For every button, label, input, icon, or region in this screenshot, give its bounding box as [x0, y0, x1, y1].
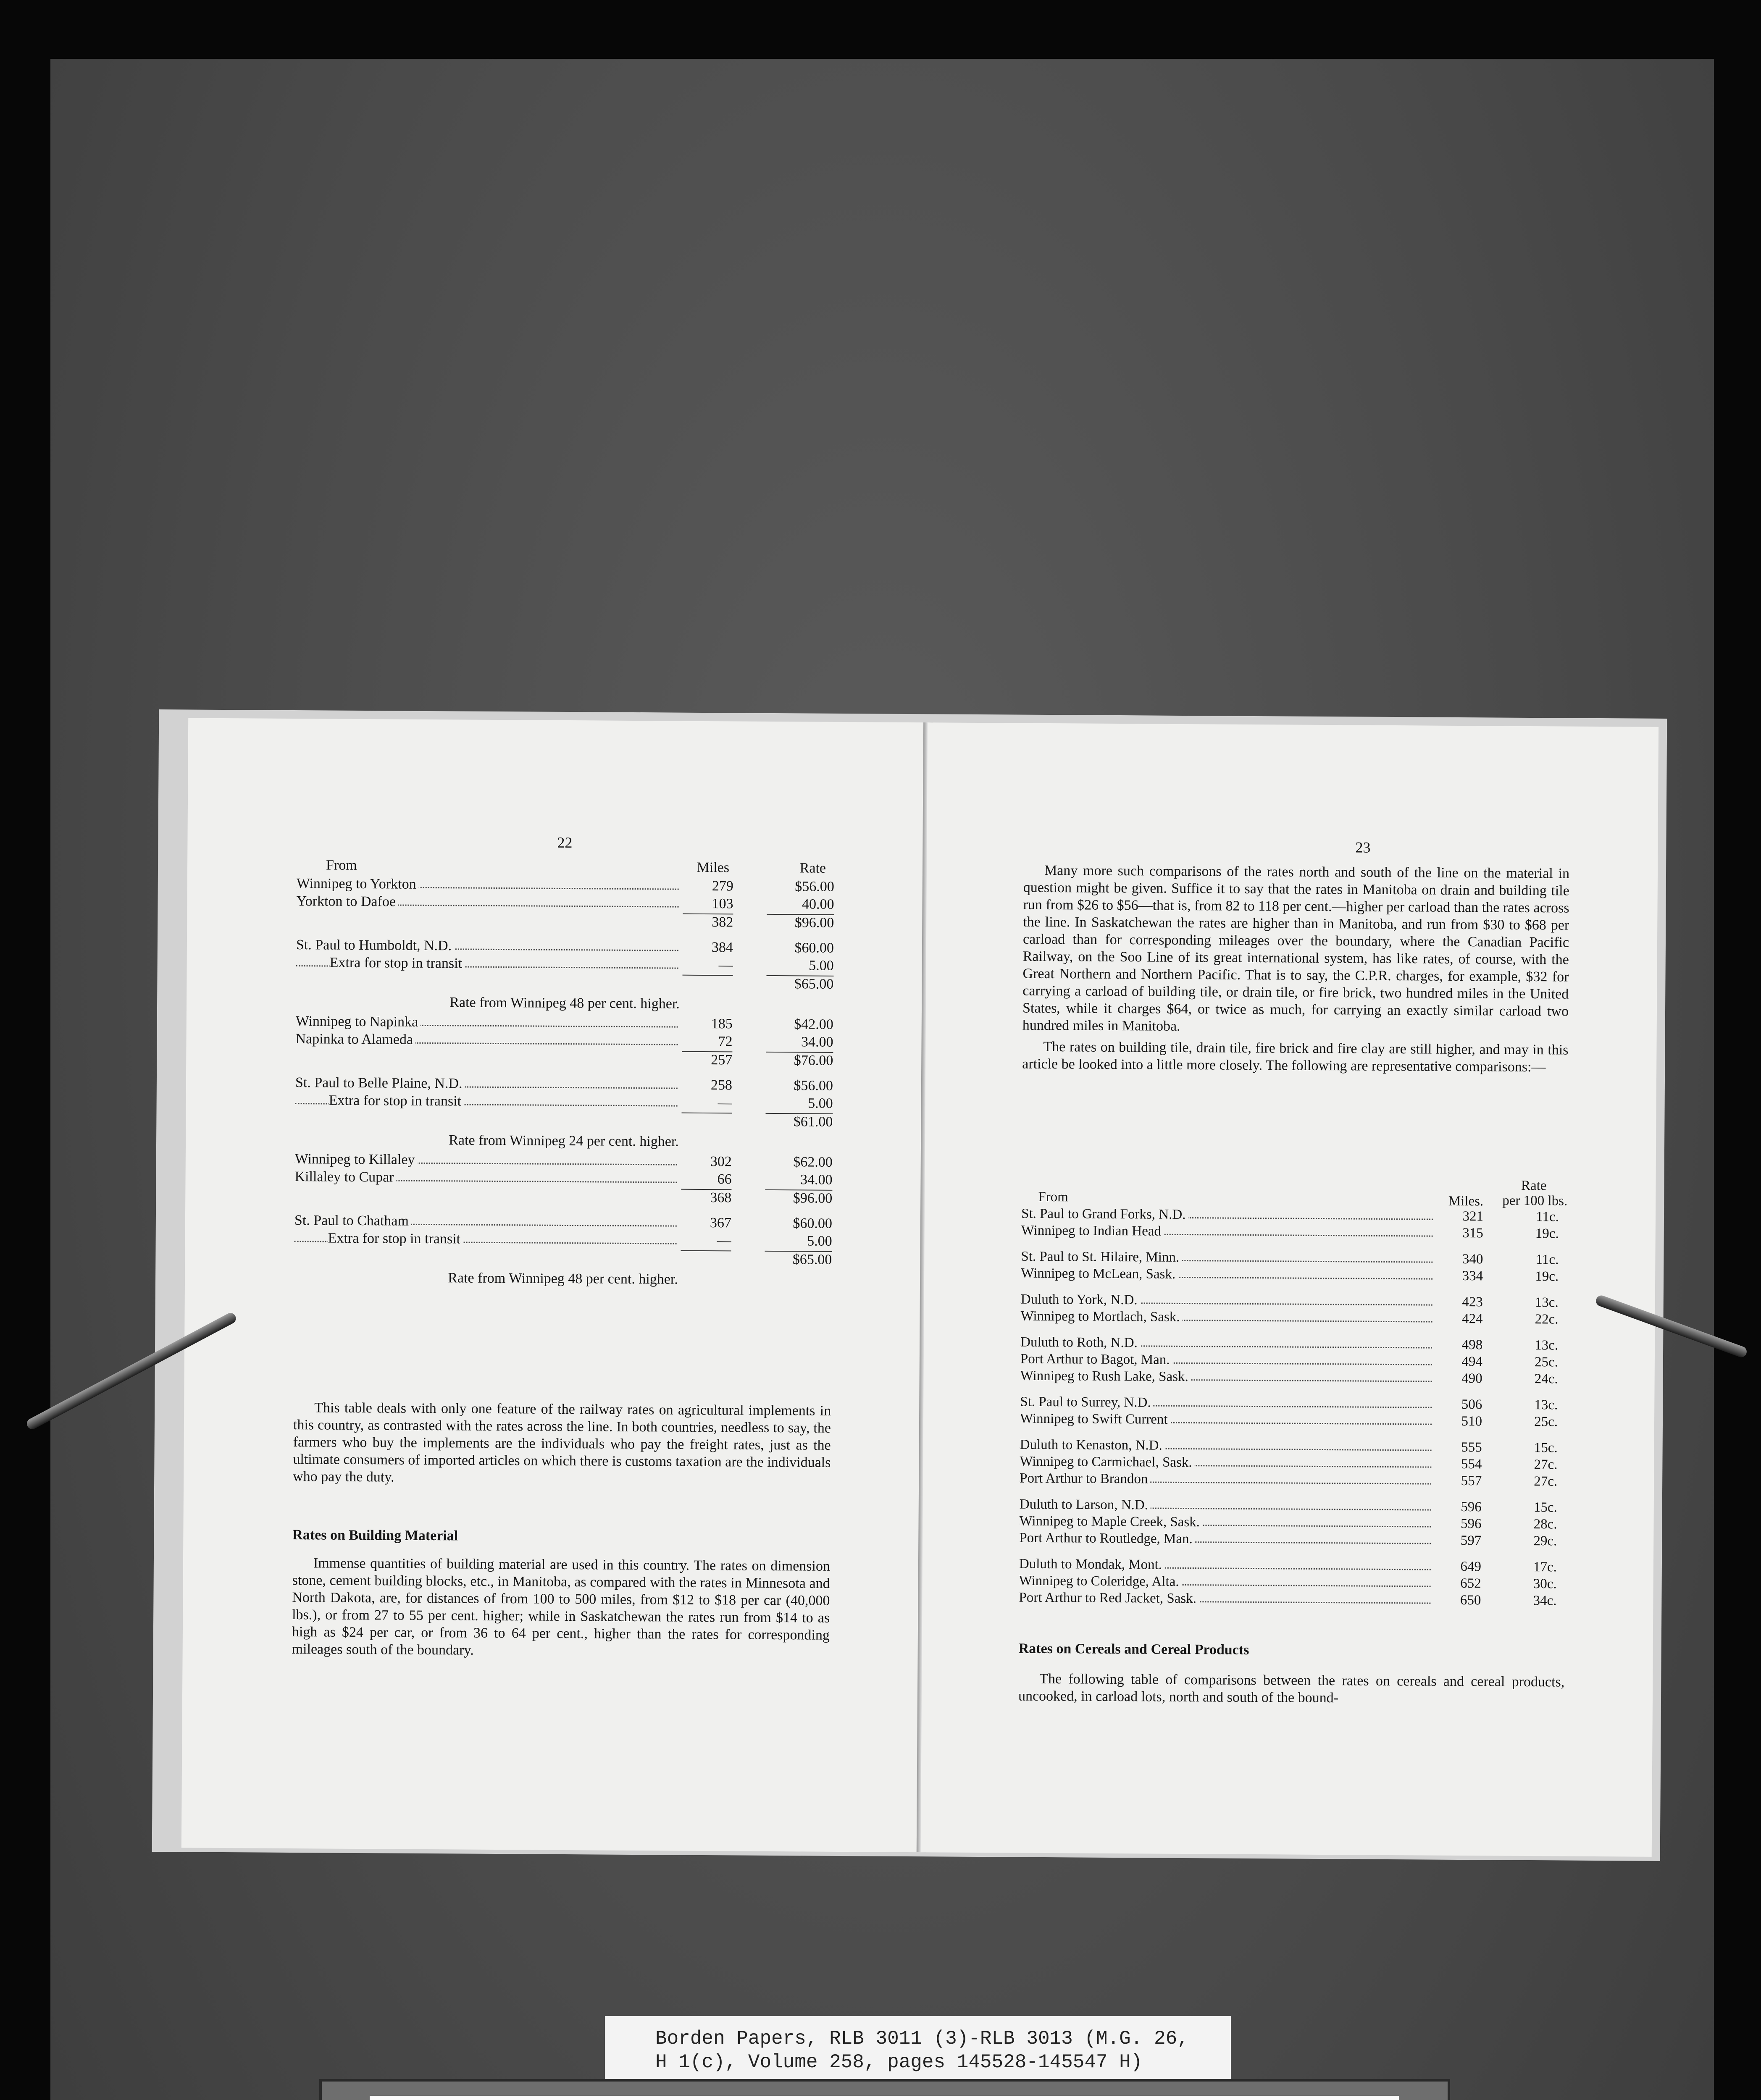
rate-cell: 13c.	[1535, 1295, 1559, 1310]
sum-row	[296, 972, 833, 993]
sum-row	[294, 1186, 832, 1208]
miles-cell: 279	[712, 878, 733, 894]
header-miles: Miles	[697, 859, 730, 876]
route-cell	[296, 893, 678, 912]
route-label: Winnipeg to Yorkton	[297, 876, 419, 892]
header-from: From	[326, 857, 357, 873]
miles-cell: 258	[710, 1077, 733, 1093]
route-cell	[1021, 1292, 1432, 1310]
table-row	[1019, 1530, 1565, 1551]
rate-cell: $60.00	[794, 940, 834, 956]
page-number: 23	[1355, 839, 1371, 856]
rate-cell: 13c.	[1535, 1338, 1559, 1353]
route-cell	[295, 1092, 678, 1111]
table-header	[1021, 1173, 1567, 1210]
rate-cell: 29c.	[1533, 1533, 1557, 1549]
header-rate-unit: per 100 lbs.	[1502, 1193, 1568, 1209]
miles-cell: 596	[1461, 1499, 1482, 1515]
route-cell	[1020, 1309, 1432, 1327]
route-label: Winnipeg to McLean, Sask.	[1021, 1266, 1178, 1282]
miles-cell: 384	[711, 940, 733, 956]
route-cell	[1021, 1206, 1433, 1224]
page-number: 22	[557, 834, 573, 851]
route-cell	[296, 1013, 678, 1032]
rate-cell: 30c.	[1533, 1576, 1557, 1592]
miles-cell: 302	[710, 1154, 732, 1170]
rate-cell: 5.00	[808, 1095, 833, 1111]
miles-cell: 554	[1461, 1457, 1482, 1472]
comparison-group	[1019, 1497, 1566, 1551]
route-cell	[1020, 1437, 1432, 1455]
route-label: Winnipeg to Rush Lake, Sask.	[1020, 1368, 1191, 1384]
body-paragraph	[293, 1399, 831, 1493]
rate-cell: 13c.	[1534, 1397, 1558, 1413]
route-label: Yorkton to Dafoe	[296, 893, 398, 909]
header-from: From	[1038, 1189, 1068, 1205]
rate-cell: $62.00	[793, 1154, 833, 1170]
route-label: Duluth to Roth, N.D.	[1020, 1335, 1140, 1351]
route-label: Port Arthur to Red Jacket, Sask.	[1019, 1590, 1199, 1606]
freight-rate-table	[294, 857, 834, 1292]
paragraph-text: Immense quantities of building material are used in this country. The rates on dimension stone, cement building blocks, etc., in Manitoba, as compared with the rates in Minnesota and North Dakota, are, for distances of from 100 to 500 miles, from $12 to $18 per car (40,000 lbs.), or from 27 to 55 per cent. higher; while in Saskatchewan the rates run from $14 to as high as $24 per car, or from 36 to 64 per cent., higher than the rates for corresponding mileages south of the boundary.	[292, 1555, 831, 1658]
miles-cell: 652	[1460, 1576, 1481, 1591]
comparison-group	[1019, 1557, 1565, 1610]
rate-cell: 11c.	[1535, 1252, 1559, 1268]
route-label: Duluth to Mondak, Mont.	[1019, 1557, 1164, 1572]
route-cell	[1020, 1394, 1432, 1412]
miles-cell: 103	[712, 896, 733, 912]
table-row	[1020, 1471, 1566, 1491]
route-cell	[295, 1031, 678, 1050]
route-cell	[1021, 1266, 1432, 1284]
miles-cell: 321	[1462, 1209, 1484, 1224]
miles-cell: 367	[710, 1215, 732, 1231]
rate-cell: 24c.	[1534, 1371, 1558, 1387]
header-rate: Rate	[799, 860, 826, 876]
miles-total: 257	[682, 1051, 732, 1068]
right-page	[921, 722, 1658, 1857]
route-cell	[1019, 1573, 1431, 1591]
rate-cell: 25c.	[1534, 1414, 1558, 1430]
rate-cell: 5.00	[809, 958, 834, 974]
miles-cell: 340	[1462, 1252, 1483, 1267]
comparison-group	[1021, 1206, 1567, 1243]
miles-total	[681, 1250, 731, 1252]
rate-cell: 11c.	[1536, 1209, 1559, 1225]
miles-cell: 494	[1461, 1354, 1483, 1370]
section-heading: Rates on Cereals and Cereal Products	[1018, 1641, 1249, 1658]
reference-line: Borden Papers, RLB 3011 (3)-RLB 3013 (M.G. 26,	[655, 2028, 1189, 2050]
route-label: Winnipeg to Mortlach, Sask.	[1020, 1309, 1182, 1325]
miles-total	[682, 975, 733, 976]
rate-cell: 40.00	[802, 896, 834, 912]
route-cell	[1019, 1514, 1431, 1532]
sum-row	[296, 911, 834, 932]
rate-cell: $60.00	[793, 1215, 833, 1231]
comparison-group	[1021, 1249, 1567, 1286]
route-label: Winnipeg to Killaley	[295, 1151, 418, 1168]
route-label: St. Paul to Grand Forks, N.D.	[1021, 1206, 1188, 1222]
route-label: St. Paul to St. Hilaire, Minn.	[1021, 1249, 1182, 1265]
sum-row	[295, 1049, 833, 1070]
rate-cell: 15c.	[1534, 1440, 1558, 1456]
route-cell	[1020, 1368, 1432, 1386]
comparison-group	[1020, 1437, 1566, 1491]
miles-total: 368	[681, 1189, 731, 1206]
route-label: St. Paul to Surrey, N.D.	[1020, 1394, 1154, 1410]
route-cell	[297, 876, 679, 894]
rate-cell: 28c.	[1533, 1517, 1557, 1532]
route-label: Killaley to Cupar	[294, 1169, 396, 1185]
sum-row	[294, 1248, 832, 1269]
route-label: Port Arthur to Routledge, Man.	[1019, 1530, 1195, 1547]
rate-cell: $42.00	[794, 1016, 833, 1032]
route-label: St. Paul to Humboldt, N.D.	[296, 937, 454, 953]
miles-cell: 66	[717, 1171, 732, 1187]
route-cell	[1020, 1352, 1432, 1370]
rate-cell: $56.00	[795, 879, 834, 895]
route-cell	[1020, 1411, 1432, 1429]
route-label: Winnipeg to Swift Current	[1020, 1411, 1170, 1427]
header-rate: Rate	[1521, 1178, 1547, 1194]
miles-total	[681, 1113, 732, 1114]
route-label: Duluth to Larson, N.D.	[1020, 1497, 1151, 1513]
miles-cell: 423	[1462, 1294, 1483, 1310]
miles-cell: 510	[1461, 1414, 1482, 1429]
miles-cell: 72	[718, 1034, 733, 1050]
route-cell	[1019, 1530, 1431, 1549]
rate-cell: 22c.	[1535, 1312, 1559, 1327]
miles-cell: 424	[1461, 1311, 1483, 1327]
header-miles: Miles.	[1448, 1193, 1484, 1209]
paragraph-text: The rates on building tile, drain tile, fire brick and fire clay are still higher, and may in this article be looked into a little more closely. The following are representative comparisons:—	[1022, 1039, 1569, 1075]
body-paragraph	[1018, 1670, 1565, 1712]
table-row	[1021, 1223, 1567, 1243]
archive-reference-label	[605, 2016, 1231, 2087]
rate-cell: 25c.	[1534, 1354, 1559, 1370]
route-label: Winnipeg to Napinka	[296, 1013, 421, 1030]
rate-total: $65.00	[765, 1251, 832, 1268]
miles-cell: 596	[1460, 1516, 1482, 1532]
rate-total: $65.00	[766, 975, 833, 992]
paragraph-text: Many more such comparisons of the rates north and south of the line on the material in question might be given. Suffice it to say that the rates in Manitoba on drain and building tile run from $26 to $56—that is, from 82 to 118 per cent.—higher per carload than the rates across the line. In Saskatchewan the rates are higher than in Manitoba, and run from $30 to $68 per carload than for corresponding mileages over the boundary, where the Canadian Pacific Railway, on the Soo Line of its great international system, has like rates, of course, with the Great Northern and Northern Pacific. That is to say, the C.P.R. charges, for example, $32 for carrying a carload of building tile, or drain tile, or fire brick, two hundred miles in the United States, while it charges $64, or twice as much, for carrying an exactly similar carload two hundred miles in Manitoba.	[1022, 862, 1570, 1034]
rate-cell: 34.00	[801, 1034, 833, 1050]
rate-cell: $56.00	[794, 1078, 833, 1094]
miles-cell: 557	[1461, 1473, 1482, 1489]
left-page	[181, 718, 928, 1852]
rate-cell: 15c.	[1533, 1500, 1557, 1515]
route-cell	[295, 1075, 678, 1093]
table-row	[1019, 1590, 1565, 1610]
comparison-group	[1020, 1335, 1567, 1389]
miles-cell: 506	[1461, 1397, 1482, 1412]
route-cell	[1020, 1497, 1431, 1515]
paragraph-text: The following table of comparisons between the rates on cereals and cereal products, uncooked, in carload lots, north and south of the bound-	[1018, 1671, 1565, 1706]
route-label: Port Arthur to Bagot, Man.	[1020, 1352, 1172, 1368]
rate-cell: 19c.	[1535, 1226, 1559, 1242]
miles-cell: 185	[711, 1016, 733, 1032]
rate-comparison-note: Rate from Winnipeg 48 per cent. higher.	[448, 1270, 678, 1287]
rate-total: $96.00	[765, 1189, 832, 1207]
rate-cell: 27c.	[1534, 1474, 1558, 1489]
route-label: Port Arthur to Brandon	[1020, 1471, 1150, 1487]
route-cell	[1020, 1335, 1432, 1353]
rate-cell: 17c.	[1533, 1559, 1557, 1575]
open-booklet	[152, 709, 1667, 1861]
route-label: Winnipeg to Coleridge, Alta.	[1019, 1573, 1182, 1589]
rate-cell: 34.00	[800, 1172, 833, 1188]
table-row	[1020, 1309, 1567, 1329]
rate-comparison-note: Rate from Winnipeg 24 per cent. higher.	[449, 1132, 679, 1150]
reference-line: H 1(c), Volume 258, pages 145528-145547 H)	[655, 2051, 1143, 2073]
route-cell	[294, 1230, 677, 1249]
miles-cell: —	[717, 1233, 731, 1249]
route-cell	[1021, 1249, 1432, 1267]
route-cell	[294, 1213, 677, 1231]
body-paragraph	[292, 1554, 830, 1665]
route-label: St. Paul to Chatham	[294, 1213, 411, 1229]
route-label: Extra for stop in transit	[330, 955, 465, 971]
route-label: Duluth to York, N.D.	[1021, 1292, 1140, 1308]
miles-cell: 334	[1462, 1268, 1483, 1284]
miles-cell: —	[718, 957, 733, 973]
route-label: Duluth to Kenaston, N.D.	[1020, 1437, 1165, 1453]
route-cell	[1020, 1454, 1431, 1472]
comparison-group	[1020, 1292, 1567, 1329]
route-label: Winnipeg to Carmichael, Sask.	[1020, 1454, 1194, 1470]
section-heading: Rates on Building Material	[292, 1527, 458, 1544]
route-cell	[1020, 1471, 1431, 1489]
route-label: Winnipeg to Indian Head	[1021, 1223, 1164, 1239]
miles-cell: 597	[1460, 1533, 1482, 1549]
miles-total: 382	[683, 914, 733, 931]
miles-cell: 490	[1461, 1371, 1482, 1386]
table-row	[1020, 1368, 1567, 1389]
route-cell	[1019, 1590, 1430, 1608]
tile-rate-table	[1019, 1173, 1567, 1620]
comparison-group	[1020, 1394, 1566, 1431]
sum-row	[295, 1110, 833, 1131]
route-label: St. Paul to Belle Plaine, N.D.	[295, 1075, 465, 1091]
rate-comparison-note: Rate from Winnipeg 48 per cent. higher.	[449, 995, 680, 1012]
rate-total: $61.00	[765, 1113, 833, 1130]
rate-cell: 19c.	[1535, 1269, 1559, 1284]
rate-cell: 27c.	[1534, 1457, 1558, 1473]
body-paragraph	[1022, 862, 1569, 1080]
paragraph-text: This table deals with only one feature of the railway rates on agricultural implements in this country, as contrasted with the rates across the line. In both countries, needless to say, the farmers who buy the implements are the individuals who pay the freight rates, just as the ultimate consumers of imported articles on which there is customs taxation are the individuals who pay the duty.	[293, 1400, 831, 1485]
route-label: Extra for stop in transit	[329, 1093, 464, 1109]
table-row	[1020, 1411, 1566, 1431]
route-cell	[1021, 1223, 1433, 1241]
miles-cell: 649	[1460, 1559, 1482, 1575]
route-label: Extra for stop in transit	[328, 1231, 463, 1247]
miles-cell: 498	[1461, 1337, 1483, 1353]
archives-card	[370, 2096, 1399, 2100]
route-label: Winnipeg to Maple Creek, Sask.	[1019, 1514, 1202, 1530]
rate-cell: 34c.	[1533, 1593, 1557, 1609]
route-cell	[294, 1169, 677, 1187]
miles-cell: —	[718, 1095, 732, 1111]
route-cell	[295, 1151, 677, 1170]
route-cell	[296, 955, 678, 973]
route-cell	[1019, 1557, 1431, 1575]
route-cell	[296, 937, 678, 956]
rate-cell: 5.00	[807, 1233, 832, 1249]
rate-total: $96.00	[767, 914, 834, 931]
table-row	[1021, 1266, 1567, 1286]
rate-total: $76.00	[766, 1052, 833, 1069]
miles-cell: 555	[1461, 1440, 1482, 1455]
miles-cell: 315	[1462, 1226, 1483, 1241]
miles-cell: 650	[1460, 1593, 1481, 1608]
table-header	[297, 857, 834, 879]
route-label: Napinka to Alameda	[295, 1031, 415, 1047]
